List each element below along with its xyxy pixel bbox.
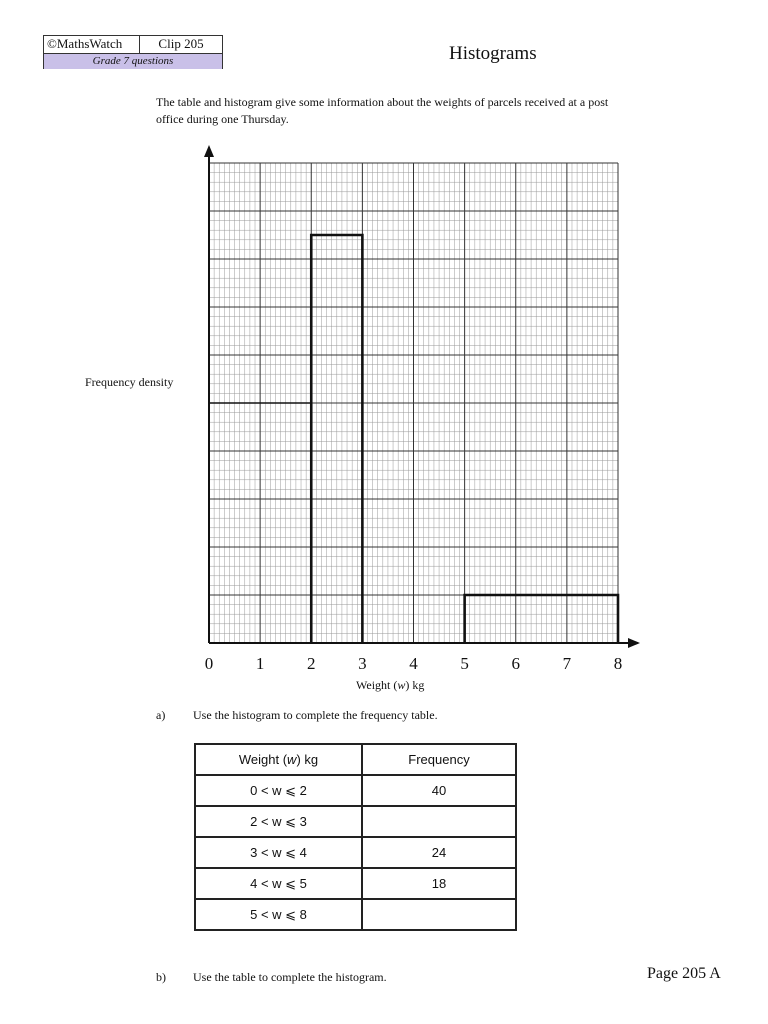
frequency-cell[interactable]: 18 <box>362 868 516 899</box>
x-tick-label: 2 <box>307 654 316 673</box>
brand-label: ©MathsWatch <box>44 36 140 53</box>
question-a-letter: a) <box>156 708 166 722</box>
x-tick-label: 4 <box>409 654 418 673</box>
x-tick-labels <box>205 654 623 673</box>
page-title: Histograms <box>449 43 537 64</box>
intro-text: The table and histogram give some information about the weights of parcels received at a post office during one Thursday. <box>156 95 609 126</box>
x-axis-arrow <box>628 638 640 648</box>
header-weight: Weight (w) kg <box>195 744 362 775</box>
y-axis-label: Frequency density <box>85 375 174 389</box>
x-tick-label: 8 <box>613 654 623 673</box>
page-number: Page 205 A <box>647 965 721 982</box>
x-axis-label: Weight (w) kg <box>356 678 425 692</box>
frequency-cell[interactable] <box>362 899 516 930</box>
question-a-text: Use the histogram to complete the frequency table. <box>193 708 438 722</box>
weight-cell: 3 < w ⩽ 4 <box>195 837 362 868</box>
header-frequency: Frequency <box>362 744 516 775</box>
weight-cell: 2 < w ⩽ 3 <box>195 806 362 837</box>
table-row <box>195 806 516 837</box>
table-row <box>195 775 516 806</box>
table-row <box>195 837 516 868</box>
weight-cell: 0 < w ⩽ 2 <box>195 775 362 806</box>
x-tick-label: 6 <box>511 654 520 673</box>
weight-cell: 5 < w ⩽ 8 <box>195 899 362 930</box>
frequency-cell[interactable]: 40 <box>362 775 516 806</box>
frequency-cell[interactable] <box>362 806 516 837</box>
frequency-cell[interactable]: 24 <box>362 837 516 868</box>
frequency-table <box>194 743 517 931</box>
x-axis-variable: w <box>397 678 406 692</box>
x-tick-label: 3 <box>358 654 367 673</box>
table-row <box>195 868 516 899</box>
clip-label: Clip 205 <box>158 36 204 51</box>
y-axis-arrow <box>204 145 214 157</box>
question-b-text: Use the table to complete the histogram. <box>193 970 387 984</box>
x-tick-label: 1 <box>255 654 265 673</box>
x-tick-label: 7 <box>562 654 572 673</box>
table-row <box>195 899 516 930</box>
grade-label: Grade 7 questions <box>44 54 222 69</box>
weight-cell: 4 < w ⩽ 5 <box>195 868 362 899</box>
table-header-row <box>195 744 516 775</box>
x-tick-label: 0 <box>204 654 214 673</box>
question-b-letter: b) <box>156 970 166 984</box>
x-tick-label: 5 <box>460 654 469 673</box>
